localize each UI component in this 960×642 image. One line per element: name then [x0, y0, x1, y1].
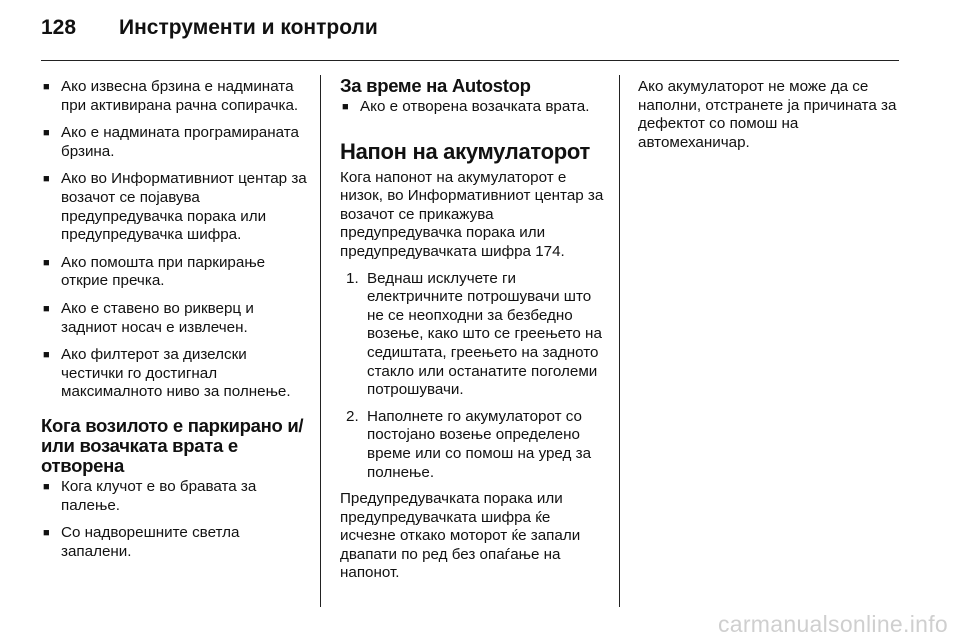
list-item: ■ Со надворешните светла запалени. — [41, 524, 311, 561]
step-number: 1. — [346, 269, 359, 287]
column-divider-2 — [619, 75, 620, 607]
section-heading: За време на Autostop — [340, 75, 531, 96]
list-item: ■ Ако е отворена возачката врата. — [340, 98, 608, 117]
step-text: Веднаш исклучете ги електричните потрошувачи што не се неопходни за безбедно возење, како што се греењето на седиштата, греењето на задното стакло или останатите поголеми потрошувачи. — [367, 269, 602, 399]
step-text: Наполнете го акумулаторот со постојано возење определено време или со помош на уред за полнење. — [367, 407, 592, 481]
list-item: ■ Ако е надмината програмираната брзина. — [41, 124, 311, 161]
section-title: Напон на акумулаторот — [340, 138, 590, 164]
column-2 — [340, 76, 608, 591]
section-heading: Кога возилото е паркирано и/или возачката врата е отворена — [41, 414, 304, 476]
numbered-step — [340, 408, 608, 482]
paragraph: Кога напонот на акумулаторот е низок, во Информативниот центар за возачот се прикажува предупредувачка порака или предупредувачката шифра 174. — [340, 168, 604, 260]
numbered-step — [340, 270, 608, 400]
page-number: 128 — [41, 16, 77, 39]
list-item: ■ Ако помошта при паркирање открие пречка. — [41, 254, 311, 291]
paragraph: Предупредувачката порака или предупредувачката шифра ќе исчезне откако моторот ќе запали двапати по ред без опаѓање на напонот. — [340, 490, 581, 582]
page-header — [41, 16, 378, 48]
list-item: ■ Ако филтерот за дизелски честички го достигнал максималното ниво за полнење. — [41, 346, 311, 402]
column-3 — [638, 78, 906, 160]
step-number: 2. — [346, 407, 359, 425]
page-title: Инструменти и контроли — [119, 16, 378, 39]
list-item: ■ Ако во Информативниот центар за возачот се појавува предупредувачка порака или предупредувачка шифра. — [41, 170, 311, 244]
list-item: ■ Кога клучот е во бравата за палење. — [41, 478, 311, 515]
list-item: ■ Ако е ставено во рикверц и задниот носач е извлечен. — [41, 300, 311, 337]
column-divider-1 — [320, 75, 321, 607]
header-rule — [41, 60, 899, 61]
watermark: carmanualsonline.info — [717, 611, 948, 637]
column-1 — [41, 78, 311, 570]
paragraph: Ако акумулаторот не може да се наполни, отстранете ја причината за дефектот со помош на автомеханичар. — [638, 78, 897, 151]
list-item: ■ Ако извесна брзина е надмината при активирана рачна сопирачка. — [41, 78, 311, 115]
